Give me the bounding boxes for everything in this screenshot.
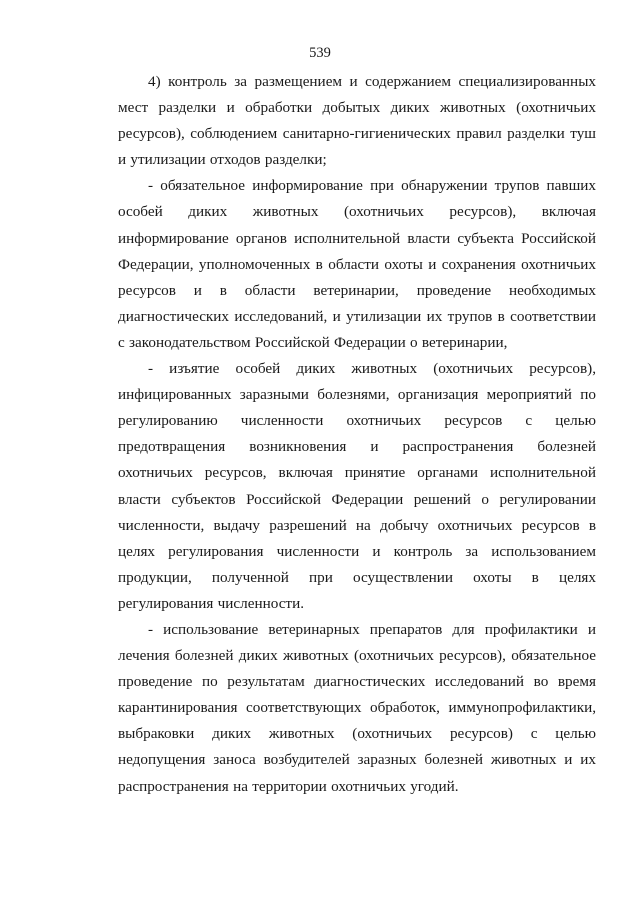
document-body xyxy=(118,69,596,800)
paragraph-infected-removal: - изъятие особей диких животных (охотничьих ресурсов), инфицированных заразными болезнями, организация мероприятий по регулированию численности охотничьих ресурсов с целью предотвращения возникновения и распространения болезней охотничьих ресурсов, включая принятие органами исполнительной власти субъектов Российской Федерации решений о регулировании численности, выдачу разрешений на добычу охотничьих ресурсов в целях регулирования численности и контроль за использованием продукции, полученной при осуществлении охоты в целях регулирования численности. xyxy=(118,360,596,612)
paragraph-veterinary-drugs: - использование ветеринарных препаратов для профилактики и лечения болезней диких животных (охотничьих ресурсов), обязательное проведение по результатам диагностических исследований во время карантинирования соответствующих обработок, иммунопрофилактики, выбраковки диких животных (охотничьих ресурсов) с целью недопущения заноса возбудителей заразных болезней животных и их распространения на территории охотничьих угодий. xyxy=(118,620,596,795)
paragraph-item-4: 4) контроль за размещением и содержанием специализированных мест разделки и обработки добытых диких животных (охотничьих ресурсов), соблюдением санитарно-гигиенических правил разделки туш и утилизации отходов разделки; xyxy=(118,73,596,169)
page-number: 539 xyxy=(309,45,331,61)
paragraph-carcass-reporting: - обязательное информирование при обнаружении трупов павших особей диких животных (охотничьих ресурсов), включая информирование органов исполнительной власти субъекта Российской Федерации, уполномоченных в области охоты и сохранения охотничьих ресурсов и в области ветеринарии, проведение необходимых диагностических исследований, и утилизации их трупов в соответствии с законодательством Российской Федерации о ветеринарии, xyxy=(118,177,596,351)
